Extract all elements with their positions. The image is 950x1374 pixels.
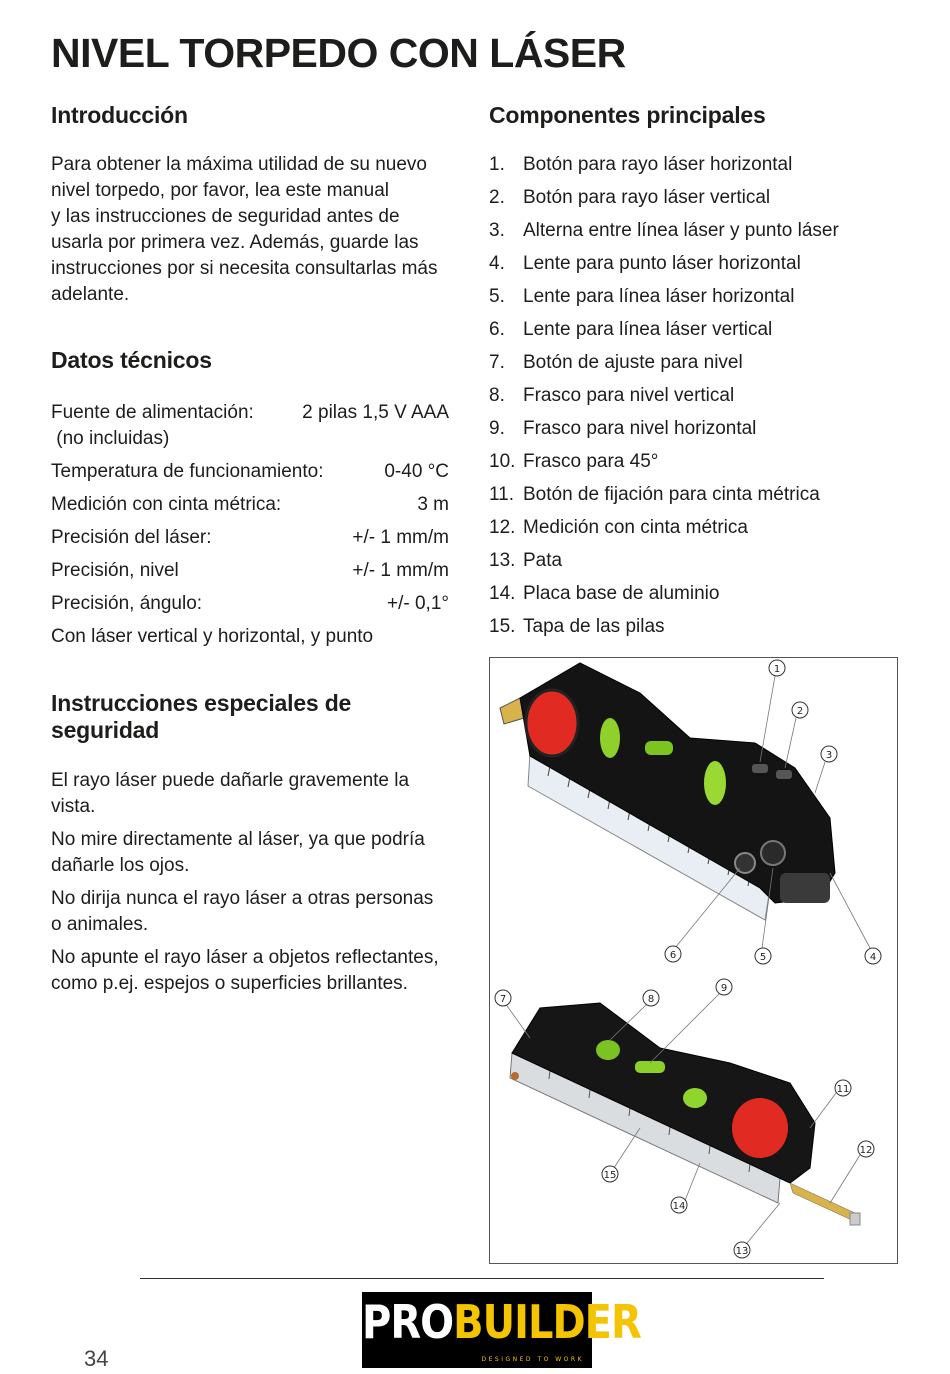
- list-item: [489, 416, 909, 442]
- left-column: [51, 102, 463, 1004]
- components-heading: Componentes principales: [489, 102, 766, 128]
- callout-label: 5: [759, 952, 767, 963]
- spec-label: Precisión, nivel: [51, 560, 179, 581]
- safety-line: No dirija nunca el rayo láser a otras personas: [51, 888, 434, 909]
- callout-5: [755, 948, 771, 964]
- callout-label: 2: [796, 706, 804, 717]
- safety-item: [51, 827, 463, 879]
- item-number: 7.: [489, 352, 505, 373]
- spec-row: [51, 525, 449, 551]
- item-label: Pata: [523, 550, 563, 571]
- safety-line: vista.: [51, 796, 96, 817]
- laser-level-illustration: [490, 658, 897, 1263]
- list-item: [489, 218, 909, 244]
- footer-divider: [140, 1278, 824, 1279]
- callout-9: [716, 979, 732, 995]
- intro-line: instrucciones por si necesita consultarlas más: [51, 258, 438, 279]
- spec-row: [51, 558, 449, 584]
- safety-list: [51, 768, 463, 997]
- spec-row: [51, 459, 449, 485]
- callout-14: [671, 1197, 687, 1213]
- safety-line: o animales.: [51, 914, 149, 935]
- safety-item: [51, 886, 463, 938]
- callout-label: 1: [773, 664, 781, 675]
- item-label: Frasco para nivel vertical: [523, 385, 735, 406]
- list-item: [489, 317, 909, 343]
- list-item: [489, 548, 909, 574]
- callout-label: 3: [825, 750, 833, 761]
- item-number: 14.: [489, 583, 516, 604]
- list-item: [489, 185, 909, 211]
- list-item: [489, 383, 909, 409]
- intro-line: adelante.: [51, 284, 130, 305]
- safety-line: No apunte el rayo láser a objetos reflectantes,: [51, 947, 439, 968]
- item-number: 13.: [489, 550, 516, 571]
- callout-7: [495, 990, 511, 1006]
- spec-value: 3 m: [417, 494, 449, 515]
- spec-value: 0-40 °C: [384, 461, 449, 482]
- callout-label: 8: [647, 994, 655, 1005]
- product-diagram: [489, 657, 898, 1264]
- callout-label: 6: [669, 950, 677, 961]
- logo-builder: BUILDER: [453, 1296, 641, 1350]
- item-label: Alterna entre línea láser y punto láser: [523, 220, 839, 241]
- callout-11: [835, 1080, 851, 1096]
- callout-6: [665, 946, 681, 962]
- safety-heading: Instrucciones especiales de seguridad: [51, 690, 352, 743]
- item-label: Botón para rayo láser vertical: [523, 187, 771, 208]
- item-label: Botón para rayo láser horizontal: [523, 154, 793, 175]
- list-item: [489, 515, 909, 541]
- item-label: Botón de ajuste para nivel: [523, 352, 743, 373]
- callout-label: 4: [869, 952, 877, 963]
- logo-wordmark: [362, 1296, 641, 1350]
- callout-label: 15: [603, 1170, 617, 1181]
- spec-note: Con láser vertical y horizontal, y punto: [51, 626, 374, 647]
- safety-item: [51, 768, 463, 820]
- safety-line: El rayo láser puede dañarle gravemente la: [51, 770, 410, 791]
- callout-4: [865, 948, 881, 964]
- spec-label: Precisión, ángulo:: [51, 593, 203, 614]
- callout-12: [858, 1141, 874, 1157]
- callout-label: 12: [859, 1145, 873, 1156]
- intro-line: y las instrucciones de seguridad antes de: [51, 206, 400, 227]
- probuilder-logo: [362, 1292, 641, 1368]
- spec-row: [51, 400, 449, 452]
- item-number: 10.: [489, 451, 516, 472]
- list-item: [489, 614, 909, 640]
- page-number: 34: [84, 1346, 109, 1371]
- intro-line: usarla por primera vez. Además, guarde las: [51, 232, 419, 253]
- safety-item: [51, 945, 463, 997]
- safety-line: como p.ej. espejos o superficies brillantes.: [51, 973, 408, 994]
- item-label: Medición con cinta métrica: [523, 517, 748, 538]
- spec-value: 2 pilas 1,5 V AAA: [302, 402, 449, 423]
- intro-paragraph: [51, 152, 463, 308]
- item-number: 9.: [489, 418, 505, 439]
- safety-line: No mire directamente al láser, ya que podría: [51, 829, 425, 850]
- components-list: [489, 152, 909, 640]
- safety-line: dañarle los ojos.: [51, 855, 190, 876]
- item-label: Frasco para 45°: [523, 451, 659, 472]
- item-label: Frasco para nivel horizontal: [523, 418, 757, 439]
- callout-8: [643, 990, 659, 1006]
- logo-pro: PRO: [362, 1296, 454, 1350]
- list-item: [489, 482, 909, 508]
- spec-value: +/- 1 mm/m: [352, 560, 449, 581]
- callout-2: [792, 702, 808, 718]
- spec-label: Fuente de alimentación:: [51, 402, 254, 423]
- specs-table: [51, 400, 449, 650]
- item-label: Lente para línea láser vertical: [523, 319, 773, 340]
- item-label: Placa base de aluminio: [523, 583, 720, 604]
- spec-label: Medición con cinta métrica:: [51, 494, 282, 515]
- item-number: 15.: [489, 616, 516, 637]
- list-item: [489, 581, 909, 607]
- spec-row: [51, 492, 449, 518]
- page-title: NIVEL TORPEDO CON LÁSER: [51, 30, 626, 76]
- item-number: 5.: [489, 286, 505, 307]
- callout-1: [769, 660, 785, 676]
- callout-label: 7: [499, 994, 507, 1005]
- item-label: Botón de fijación para cinta métrica: [523, 484, 820, 505]
- callout-label: 11: [836, 1084, 850, 1095]
- item-number: 2.: [489, 187, 505, 208]
- item-number: 12.: [489, 517, 516, 538]
- intro-heading: Introducción: [51, 102, 188, 128]
- list-item: [489, 152, 909, 178]
- item-label: Tapa de las pilas: [523, 616, 665, 637]
- logo-tagline: DESIGNED TO WORK: [481, 1356, 584, 1363]
- item-number: 11.: [489, 484, 515, 505]
- callout-label: 13: [735, 1246, 749, 1257]
- item-number: 8.: [489, 385, 505, 406]
- right-column: [489, 102, 909, 656]
- list-item: [489, 350, 909, 376]
- item-number: 4.: [489, 253, 505, 274]
- datos-heading: Datos técnicos: [51, 347, 212, 373]
- item-number: 3.: [489, 220, 505, 241]
- callout-label: 14: [672, 1201, 686, 1212]
- list-item: [489, 251, 909, 277]
- spec-value: +/- 0,1°: [387, 593, 449, 614]
- callout-3: [821, 746, 837, 762]
- list-item: [489, 284, 909, 310]
- top-level-device: [500, 663, 870, 948]
- callout-15: [602, 1166, 618, 1182]
- item-label: Lente para línea láser horizontal: [523, 286, 795, 307]
- list-item: [489, 449, 909, 475]
- callout-13: [734, 1242, 750, 1258]
- spec-label: Precisión del láser:: [51, 527, 212, 548]
- spec-label: Temperatura de funcionamiento:: [51, 461, 324, 482]
- callout-label: 9: [720, 983, 728, 994]
- item-number: 1.: [489, 154, 505, 175]
- spec-value: +/- 1 mm/m: [352, 527, 449, 548]
- item-number: 6.: [489, 319, 505, 340]
- spec-sub: (no incluidas): [51, 428, 170, 449]
- item-label: Lente para punto láser horizontal: [523, 253, 801, 274]
- intro-line: Para obtener la máxima utilidad de su nuevo: [51, 154, 428, 175]
- intro-line: nivel torpedo, por favor, lea este manual: [51, 180, 389, 201]
- spec-row: [51, 591, 449, 617]
